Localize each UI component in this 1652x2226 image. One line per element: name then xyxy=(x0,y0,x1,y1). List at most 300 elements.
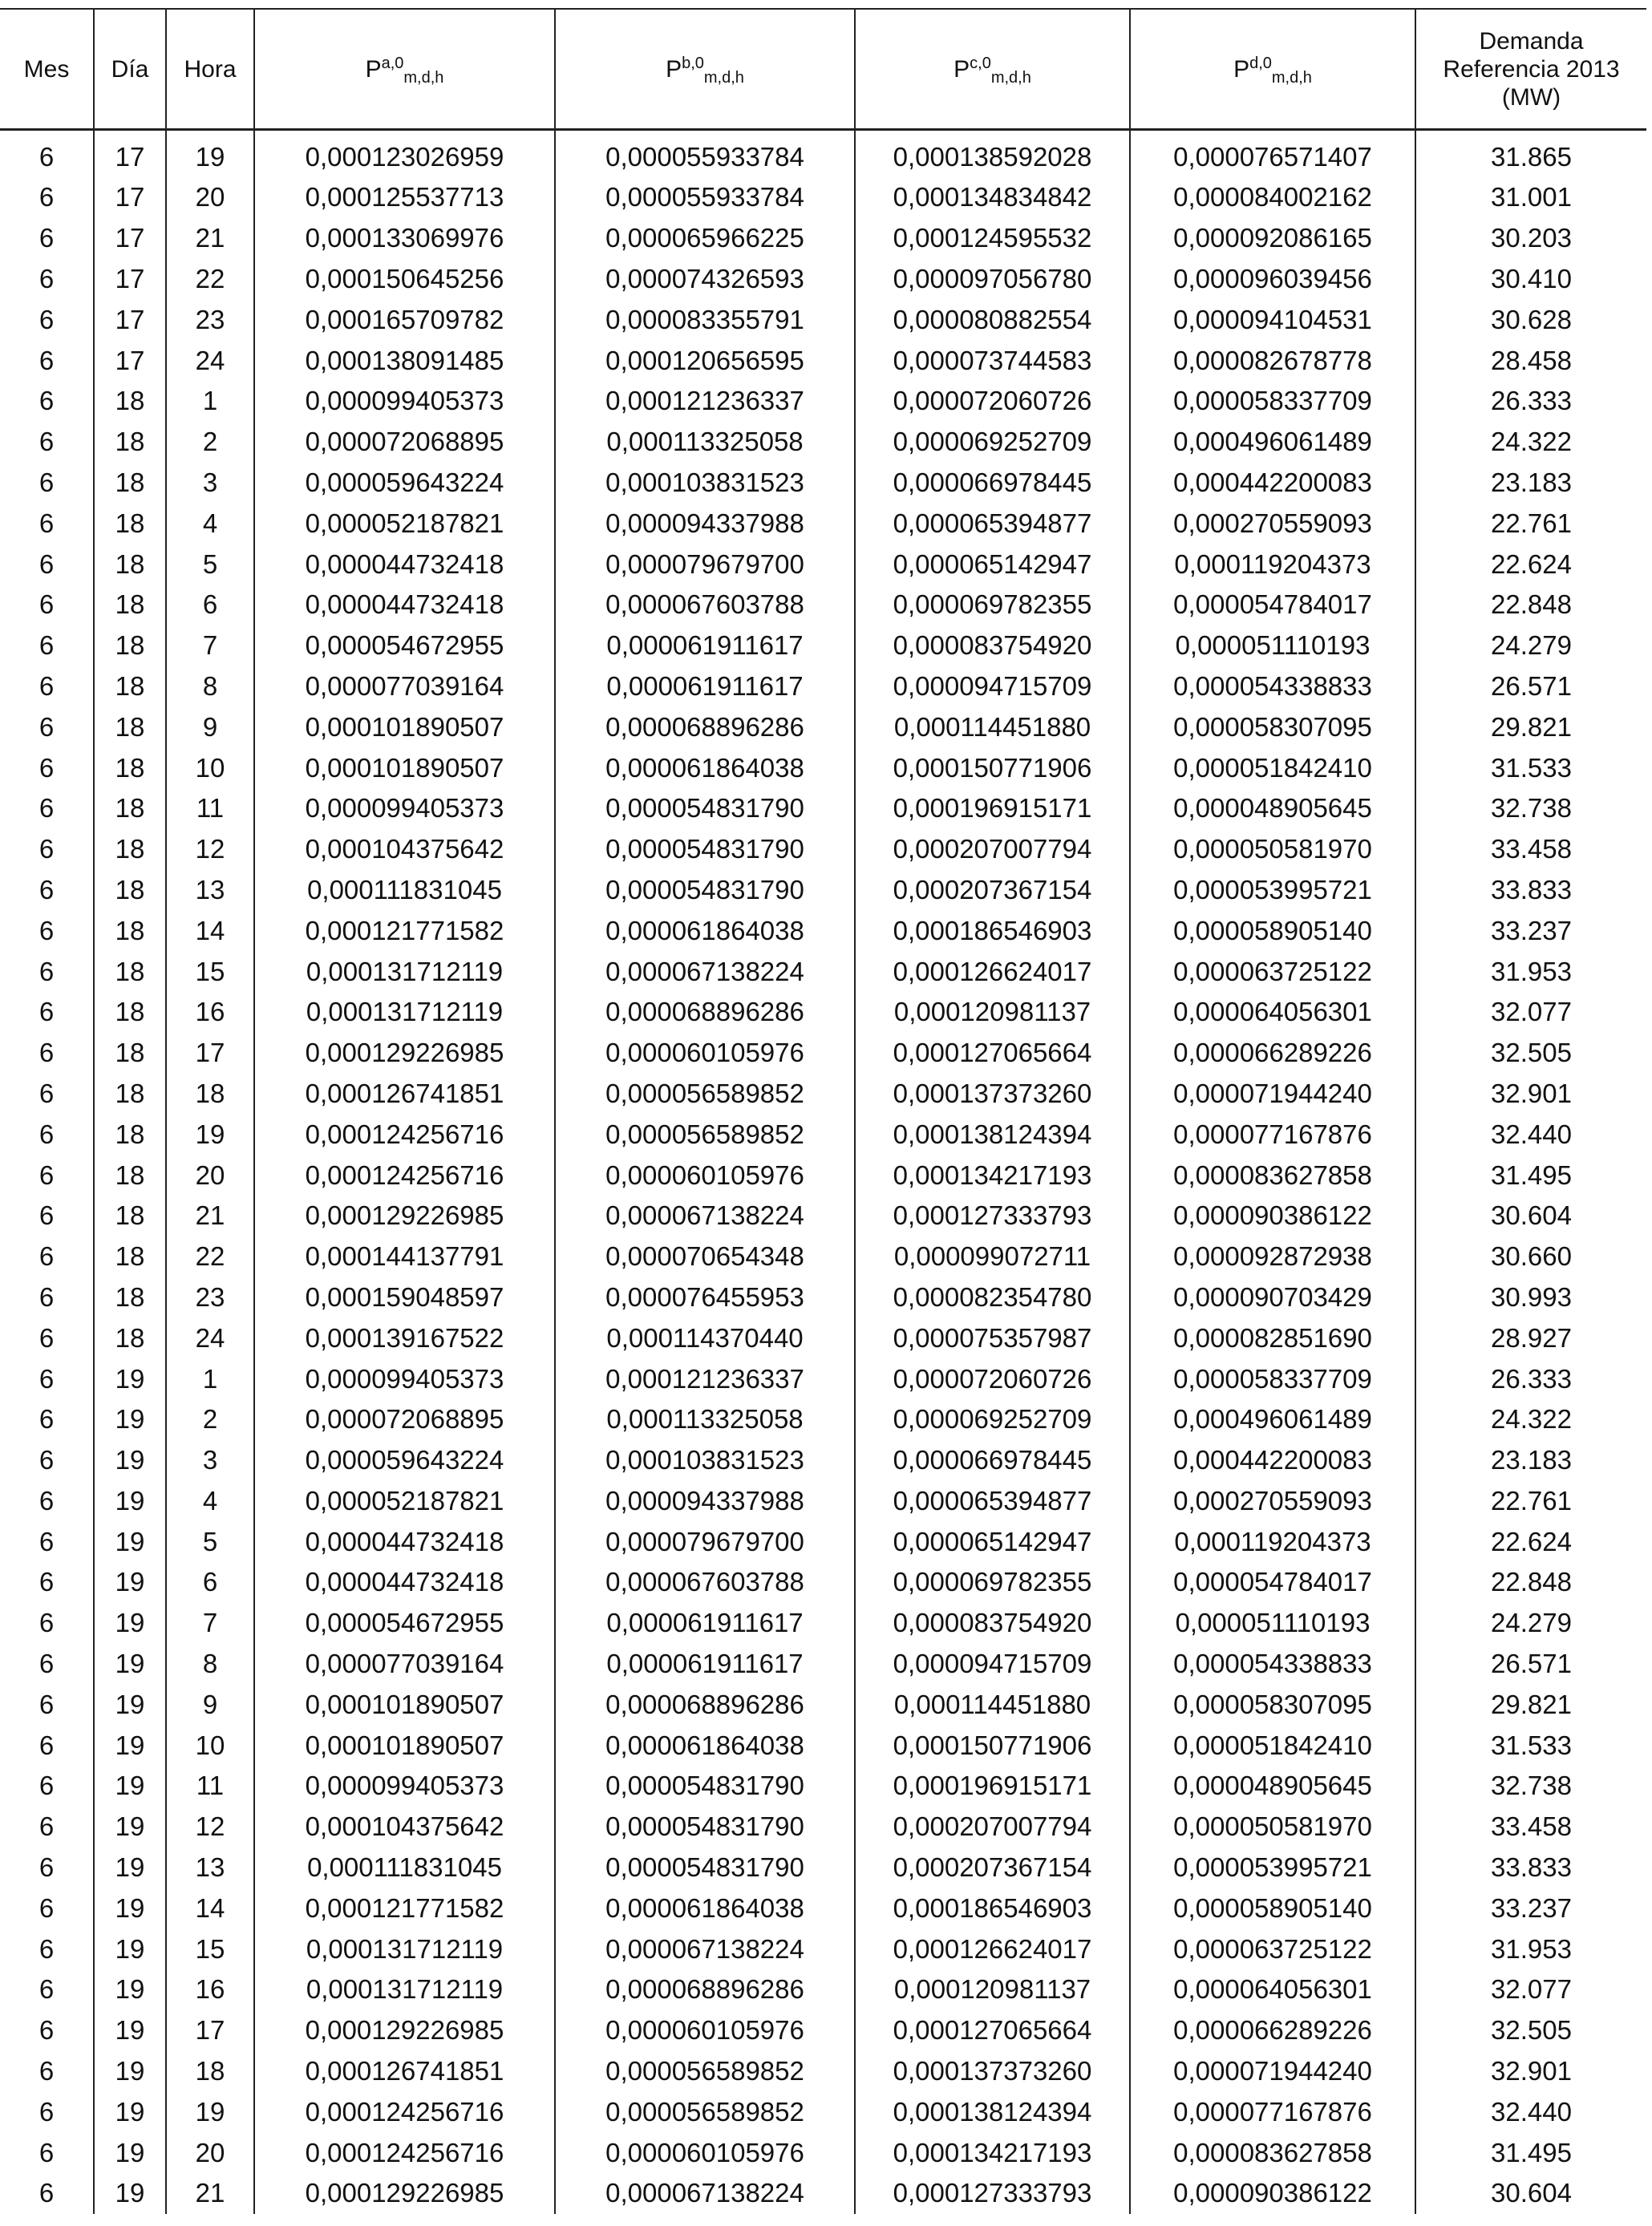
cell-p-b: 0,000061911617 xyxy=(555,625,855,666)
cell-mes: 6 xyxy=(0,177,94,218)
cell-p-b: 0,000060105976 xyxy=(555,2132,855,2173)
cell-p-d: 0,000058905140 xyxy=(1130,1888,1415,1929)
cell-hora: 21 xyxy=(166,2173,254,2214)
cell-hora: 14 xyxy=(166,910,254,951)
cell-dia: 17 xyxy=(94,299,166,340)
cell-demanda: 32.440 xyxy=(1491,1119,1572,1149)
cell-hora: 6 xyxy=(166,585,254,625)
cell-mes: 6 xyxy=(0,1196,94,1236)
cell-hora: 3 xyxy=(166,463,254,504)
header-p-b-sub: m,d,h xyxy=(703,68,744,87)
cell-dia: 19 xyxy=(94,2051,166,2092)
cell-p-a: 0,000129226985 xyxy=(254,2010,555,2051)
cell-p-b: 0,000061911617 xyxy=(555,1603,855,1644)
cell-p-a: 0,000099405373 xyxy=(254,381,555,422)
cell-p-b: 0,000120656595 xyxy=(555,340,855,381)
cell-p-c: 0,000083754920 xyxy=(855,625,1130,666)
cell-dia: 19 xyxy=(94,1929,166,1969)
cell-p-d: 0,000082678778 xyxy=(1130,340,1415,381)
cell-p-c: 0,000120981137 xyxy=(855,1969,1130,2010)
cell-p-d: 0,000063725122 xyxy=(1130,1929,1415,1969)
cell-demanda: 32.505 xyxy=(1491,1038,1572,1068)
cell-demanda: 30.628 xyxy=(1491,304,1572,334)
cell-p-b: 0,000055933784 xyxy=(555,130,855,178)
cell-p-c: 0,000069782355 xyxy=(855,585,1130,625)
cell-p-c: 0,000207367154 xyxy=(855,1848,1130,1888)
table-row xyxy=(0,2091,1646,2132)
cell-demanda: 33.833 xyxy=(1491,874,1572,905)
cell-dia: 19 xyxy=(94,1358,166,1399)
table-row xyxy=(0,870,1646,911)
cell-hora: 11 xyxy=(166,1766,254,1807)
cell-p-d: 0,000077167876 xyxy=(1130,1114,1415,1155)
cell-p-a: 0,000044732418 xyxy=(254,1521,555,1562)
cell-p-d: 0,000054338833 xyxy=(1130,666,1415,707)
cell-p-c: 0,000094715709 xyxy=(855,666,1130,707)
cell-p-c: 0,000094715709 xyxy=(855,1644,1130,1685)
cell-p-d: 0,000051842410 xyxy=(1130,1725,1415,1766)
cell-p-b: 0,000054831790 xyxy=(555,1766,855,1807)
table-row xyxy=(0,1399,1646,1440)
cell-mes: 6 xyxy=(0,2132,94,2173)
cell-demanda: 29.821 xyxy=(1491,1689,1572,1719)
cell-hora: 3 xyxy=(166,1440,254,1481)
cell-hora: 2 xyxy=(166,422,254,463)
cell-p-d: 0,000064056301 xyxy=(1130,992,1415,1033)
cell-dia: 19 xyxy=(94,1440,166,1481)
cell-p-a: 0,000133069976 xyxy=(254,218,555,259)
cell-demanda: 33.237 xyxy=(1491,915,1572,945)
cell-p-a: 0,000131712119 xyxy=(254,1969,555,2010)
cell-hora: 1 xyxy=(166,1358,254,1399)
cell-p-a: 0,000099405373 xyxy=(254,1358,555,1399)
cell-p-a: 0,000121771582 xyxy=(254,1888,555,1929)
cell-p-a: 0,000054672955 xyxy=(254,625,555,666)
cell-p-c: 0,000099072711 xyxy=(855,1236,1130,1277)
cell-p-b: 0,000067603788 xyxy=(555,585,855,625)
cell-p-c: 0,000207367154 xyxy=(855,870,1130,911)
table-row xyxy=(0,1317,1646,1358)
cell-p-c: 0,000069252709 xyxy=(855,422,1130,463)
cell-hora: 23 xyxy=(166,299,254,340)
cell-p-b: 0,000103831523 xyxy=(555,463,855,504)
table-row xyxy=(0,463,1646,504)
cell-mes: 6 xyxy=(0,503,94,544)
cell-p-c: 0,000137373260 xyxy=(855,1074,1130,1115)
cell-p-c: 0,000083754920 xyxy=(855,1603,1130,1644)
cell-demanda: 26.571 xyxy=(1491,670,1572,701)
header-p-d-sub: m,d,h xyxy=(1271,68,1312,87)
cell-mes: 6 xyxy=(0,1766,94,1807)
cell-p-c: 0,000127065664 xyxy=(855,1033,1130,1074)
cell-demanda: 22.761 xyxy=(1491,1485,1572,1516)
cell-dia: 17 xyxy=(94,177,166,218)
cell-demanda: 32.077 xyxy=(1491,1974,1572,2005)
header-p-a-sup: a,0 xyxy=(381,54,404,72)
cell-demanda: 28.458 xyxy=(1491,345,1572,375)
cell-p-c: 0,000138124394 xyxy=(855,1114,1130,1155)
cell-mes: 6 xyxy=(0,1725,94,1766)
cell-mes: 6 xyxy=(0,2051,94,2092)
cell-p-a: 0,000131712119 xyxy=(254,951,555,992)
cell-p-a: 0,000124256716 xyxy=(254,2091,555,2132)
cell-p-b: 0,000067138224 xyxy=(555,951,855,992)
cell-p-a: 0,000099405373 xyxy=(254,788,555,829)
cell-hora: 1 xyxy=(166,381,254,422)
header-p-b xyxy=(555,9,855,130)
cell-demanda: 30.604 xyxy=(1491,1200,1572,1231)
cell-mes: 6 xyxy=(0,340,94,381)
cell-p-c: 0,000134834842 xyxy=(855,177,1130,218)
table-row xyxy=(0,259,1646,300)
cell-hora: 20 xyxy=(166,1155,254,1196)
cell-p-c: 0,000196915171 xyxy=(855,788,1130,829)
cell-demanda: 32.505 xyxy=(1491,2015,1572,2046)
cell-p-b: 0,000103831523 xyxy=(555,1440,855,1481)
cell-mes: 6 xyxy=(0,1440,94,1481)
cell-p-c: 0,000196915171 xyxy=(855,1766,1130,1807)
cell-p-a: 0,000101890507 xyxy=(254,706,555,747)
cell-p-b: 0,000121236337 xyxy=(555,381,855,422)
cell-p-d: 0,000270559093 xyxy=(1130,503,1415,544)
header-demanda-line-3: (MW) xyxy=(1501,83,1561,111)
table-row xyxy=(0,2132,1646,2173)
table-row xyxy=(0,130,1646,178)
cell-demanda: 30.203 xyxy=(1491,223,1572,253)
cell-p-a: 0,000044732418 xyxy=(254,585,555,625)
cell-p-d: 0,000053995721 xyxy=(1130,1848,1415,1888)
cell-p-c: 0,000075357987 xyxy=(855,1317,1130,1358)
cell-p-d: 0,000058337709 xyxy=(1130,1358,1415,1399)
cell-demanda: 24.279 xyxy=(1491,1608,1572,1638)
cell-p-d: 0,000058905140 xyxy=(1130,910,1415,951)
cell-mes: 6 xyxy=(0,992,94,1033)
cell-p-a: 0,000129226985 xyxy=(254,2173,555,2214)
cell-p-a: 0,000126741851 xyxy=(254,1074,555,1115)
cell-dia: 19 xyxy=(94,1807,166,1848)
cell-p-b: 0,000094337988 xyxy=(555,503,855,544)
cell-dia: 19 xyxy=(94,1562,166,1603)
cell-p-a: 0,000124256716 xyxy=(254,2132,555,2173)
cell-demanda: 30.660 xyxy=(1491,1241,1572,1272)
table-row xyxy=(0,1074,1646,1115)
cell-p-a: 0,000099405373 xyxy=(254,1766,555,1807)
cell-p-c: 0,000150771906 xyxy=(855,1725,1130,1766)
header-demanda-line-2: Referencia 2013 xyxy=(1443,55,1620,83)
cell-hora: 15 xyxy=(166,951,254,992)
cell-mes: 6 xyxy=(0,951,94,992)
cell-p-a: 0,000121771582 xyxy=(254,910,555,951)
cell-hora: 16 xyxy=(166,1969,254,2010)
cell-p-a: 0,000138091485 xyxy=(254,340,555,381)
cell-p-b: 0,000061911617 xyxy=(555,666,855,707)
cell-hora: 2 xyxy=(166,1399,254,1440)
header-row xyxy=(0,9,1646,130)
cell-dia: 18 xyxy=(94,381,166,422)
cell-p-c: 0,000066978445 xyxy=(855,1440,1130,1481)
cell-p-c: 0,000065394877 xyxy=(855,1481,1130,1522)
cell-dia: 18 xyxy=(94,463,166,504)
cell-p-a: 0,000165709782 xyxy=(254,299,555,340)
cell-hora: 5 xyxy=(166,1521,254,1562)
cell-dia: 18 xyxy=(94,1317,166,1358)
cell-dia: 19 xyxy=(94,2091,166,2132)
table-row xyxy=(0,666,1646,707)
cell-hora: 9 xyxy=(166,706,254,747)
cell-p-b: 0,000067138224 xyxy=(555,1929,855,1969)
cell-demanda: 26.571 xyxy=(1491,1649,1572,1679)
cell-p-c: 0,000127065664 xyxy=(855,2010,1130,2051)
cell-demanda: 29.821 xyxy=(1491,711,1572,742)
cell-p-d: 0,000054784017 xyxy=(1130,1562,1415,1603)
cell-mes: 6 xyxy=(0,2091,94,2132)
cell-hora: 19 xyxy=(166,130,254,178)
cell-mes: 6 xyxy=(0,829,94,870)
table-row xyxy=(0,1766,1646,1807)
header-hora: Hora xyxy=(166,9,254,130)
cell-p-b: 0,000060105976 xyxy=(555,1033,855,1074)
table-row xyxy=(0,1969,1646,2010)
cell-p-b: 0,000061864038 xyxy=(555,910,855,951)
cell-mes: 6 xyxy=(0,1033,94,1074)
table-row xyxy=(0,1277,1646,1318)
cell-p-c: 0,000127333793 xyxy=(855,1196,1130,1236)
table-row xyxy=(0,1929,1646,1969)
table-row xyxy=(0,1440,1646,1481)
cell-p-d: 0,000096039456 xyxy=(1130,259,1415,300)
cell-p-c: 0,000082354780 xyxy=(855,1277,1130,1318)
header-demanda xyxy=(1415,9,1646,130)
table-row xyxy=(0,625,1646,666)
cell-hora: 8 xyxy=(166,666,254,707)
cell-hora: 12 xyxy=(166,829,254,870)
cell-hora: 13 xyxy=(166,1848,254,1888)
cell-p-c: 0,000126624017 xyxy=(855,1929,1130,1969)
cell-p-b: 0,000067138224 xyxy=(555,2173,855,2214)
cell-p-a: 0,000125537713 xyxy=(254,177,555,218)
cell-hora: 15 xyxy=(166,1929,254,1969)
cell-demanda: 33.458 xyxy=(1491,834,1572,864)
cell-p-c: 0,000134217193 xyxy=(855,2132,1130,2173)
cell-mes: 6 xyxy=(0,706,94,747)
table-row xyxy=(0,1725,1646,1766)
cell-dia: 19 xyxy=(94,1684,166,1725)
header-p-b-sup: b,0 xyxy=(682,54,704,72)
cell-demanda: 22.848 xyxy=(1491,1567,1572,1597)
cell-p-b: 0,000067603788 xyxy=(555,1562,855,1603)
cell-p-c: 0,000065394877 xyxy=(855,503,1130,544)
cell-dia: 17 xyxy=(94,218,166,259)
cell-p-d: 0,000048905645 xyxy=(1130,1766,1415,1807)
cell-hora: 14 xyxy=(166,1888,254,1929)
cell-p-c: 0,000114451880 xyxy=(855,1684,1130,1725)
cell-mes: 6 xyxy=(0,1155,94,1196)
cell-p-d: 0,000090703429 xyxy=(1130,1277,1415,1318)
cell-p-c: 0,000073744583 xyxy=(855,340,1130,381)
cell-dia: 19 xyxy=(94,1399,166,1440)
cell-p-a: 0,000159048597 xyxy=(254,1277,555,1318)
cell-p-a: 0,000052187821 xyxy=(254,1481,555,1522)
cell-p-c: 0,000065142947 xyxy=(855,1521,1130,1562)
cell-hora: 19 xyxy=(166,2091,254,2132)
cell-p-b: 0,000070654348 xyxy=(555,1236,855,1277)
cell-p-b: 0,000055933784 xyxy=(555,177,855,218)
cell-p-a: 0,000044732418 xyxy=(254,544,555,585)
cell-p-b: 0,000056589852 xyxy=(555,2051,855,2092)
cell-mes: 6 xyxy=(0,1074,94,1115)
cell-hora: 22 xyxy=(166,1236,254,1277)
cell-p-b: 0,000083355791 xyxy=(555,299,855,340)
cell-dia: 17 xyxy=(94,259,166,300)
cell-dia: 18 xyxy=(94,666,166,707)
cell-p-a: 0,000104375642 xyxy=(254,1807,555,1848)
table-row xyxy=(0,544,1646,585)
cell-mes: 6 xyxy=(0,1603,94,1644)
cell-demanda: 32.901 xyxy=(1491,2056,1572,2086)
cell-p-d: 0,000063725122 xyxy=(1130,951,1415,992)
cell-hora: 7 xyxy=(166,625,254,666)
cell-p-b: 0,000114370440 xyxy=(555,1317,855,1358)
cell-mes: 6 xyxy=(0,1848,94,1888)
cell-dia: 18 xyxy=(94,1074,166,1115)
cell-p-a: 0,000052187821 xyxy=(254,503,555,544)
cell-dia: 18 xyxy=(94,544,166,585)
cell-hora: 10 xyxy=(166,1725,254,1766)
cell-p-c: 0,000114451880 xyxy=(855,706,1130,747)
cell-mes: 6 xyxy=(0,2173,94,2214)
cell-mes: 6 xyxy=(0,666,94,707)
cell-mes: 6 xyxy=(0,1807,94,1848)
header-p-c-base: P xyxy=(954,55,970,83)
cell-demanda: 28.927 xyxy=(1491,1322,1572,1353)
header-p-a xyxy=(254,9,555,130)
cell-p-c: 0,000138124394 xyxy=(855,2091,1130,2132)
table-row xyxy=(0,1033,1646,1074)
cell-p-b: 0,000054831790 xyxy=(555,1807,855,1848)
cell-demanda: 23.183 xyxy=(1491,467,1572,497)
cell-p-a: 0,000124256716 xyxy=(254,1155,555,1196)
cell-p-a: 0,000101890507 xyxy=(254,1725,555,1766)
cell-demanda: 22.848 xyxy=(1491,589,1572,620)
cell-p-d: 0,000077167876 xyxy=(1130,2091,1415,2132)
cell-dia: 18 xyxy=(94,747,166,788)
table-row xyxy=(0,1848,1646,1888)
cell-hora: 13 xyxy=(166,870,254,911)
table-row xyxy=(0,1888,1646,1929)
cell-dia: 17 xyxy=(94,340,166,381)
cell-p-d: 0,000071944240 xyxy=(1130,1074,1415,1115)
cell-demanda: 30.410 xyxy=(1491,263,1572,293)
cell-p-d: 0,000090386122 xyxy=(1130,1196,1415,1236)
cell-demanda: 30.993 xyxy=(1491,1281,1572,1312)
cell-dia: 18 xyxy=(94,951,166,992)
table-row xyxy=(0,1358,1646,1399)
cell-demanda: 31.953 xyxy=(1491,1933,1572,1964)
cell-hora: 24 xyxy=(166,340,254,381)
cell-p-b: 0,000061864038 xyxy=(555,1888,855,1929)
cell-p-a: 0,000144137791 xyxy=(254,1236,555,1277)
cell-p-a: 0,000131712119 xyxy=(254,992,555,1033)
cell-hora: 16 xyxy=(166,992,254,1033)
header-p-a-sub: m,d,h xyxy=(403,68,444,87)
cell-p-a: 0,000111831045 xyxy=(254,870,555,911)
cell-p-a: 0,000072068895 xyxy=(254,422,555,463)
cell-p-d: 0,000092086165 xyxy=(1130,218,1415,259)
cell-demanda: 30.604 xyxy=(1491,2178,1572,2208)
cell-mes: 6 xyxy=(0,1562,94,1603)
cell-demanda: 24.322 xyxy=(1491,1404,1572,1435)
cell-p-b: 0,000079679700 xyxy=(555,544,855,585)
cell-hora: 11 xyxy=(166,788,254,829)
table-row xyxy=(0,1603,1646,1644)
cell-dia: 18 xyxy=(94,910,166,951)
cell-p-b: 0,000061911617 xyxy=(555,1644,855,1685)
cell-demanda: 33.833 xyxy=(1491,1852,1572,1883)
cell-p-a: 0,000077039164 xyxy=(254,1644,555,1685)
cell-hora: 20 xyxy=(166,2132,254,2173)
cell-p-d: 0,000090386122 xyxy=(1130,2173,1415,2214)
cell-p-b: 0,000076455953 xyxy=(555,1277,855,1318)
cell-p-d: 0,000119204373 xyxy=(1130,544,1415,585)
cell-dia: 19 xyxy=(94,1481,166,1522)
cell-p-b: 0,000056589852 xyxy=(555,2091,855,2132)
cell-p-b: 0,000068896286 xyxy=(555,706,855,747)
cell-dia: 18 xyxy=(94,1277,166,1318)
table-row xyxy=(0,1114,1646,1155)
cell-p-c: 0,000186546903 xyxy=(855,1888,1130,1929)
cell-mes: 6 xyxy=(0,1481,94,1522)
cell-demanda: 33.237 xyxy=(1491,1892,1572,1923)
cell-dia: 19 xyxy=(94,1888,166,1929)
header-p-d xyxy=(1130,9,1415,130)
cell-dia: 18 xyxy=(94,992,166,1033)
table-row xyxy=(0,1644,1646,1685)
table-row xyxy=(0,2051,1646,2092)
cell-p-d: 0,000058307095 xyxy=(1130,1684,1415,1725)
cell-dia: 19 xyxy=(94,1969,166,2010)
cell-p-b: 0,000079679700 xyxy=(555,1521,855,1562)
cell-demanda: 31.495 xyxy=(1491,2137,1572,2167)
cell-p-b: 0,000054831790 xyxy=(555,788,855,829)
cell-mes: 6 xyxy=(0,1521,94,1562)
cell-p-c: 0,000066978445 xyxy=(855,463,1130,504)
cell-demanda: 31.001 xyxy=(1491,182,1572,212)
cell-demanda: 22.624 xyxy=(1491,548,1572,579)
cell-mes: 6 xyxy=(0,788,94,829)
cell-hora: 7 xyxy=(166,1603,254,1644)
header-p-d-base: P xyxy=(1233,55,1250,83)
cell-mes: 6 xyxy=(0,1317,94,1358)
cell-p-d: 0,000051842410 xyxy=(1130,747,1415,788)
cell-mes: 6 xyxy=(0,1888,94,1929)
cell-mes: 6 xyxy=(0,2010,94,2051)
cell-p-a: 0,000150645256 xyxy=(254,259,555,300)
cell-p-c: 0,000120981137 xyxy=(855,992,1130,1033)
cell-hora: 24 xyxy=(166,1317,254,1358)
cell-dia: 18 xyxy=(94,829,166,870)
cell-dia: 18 xyxy=(94,1033,166,1074)
cell-p-a: 0,000131712119 xyxy=(254,1929,555,1969)
cell-demanda: 31.953 xyxy=(1491,956,1572,986)
cell-p-a: 0,000126741851 xyxy=(254,2051,555,2092)
cell-mes: 6 xyxy=(0,1684,94,1725)
cell-mes: 6 xyxy=(0,1929,94,1969)
cell-p-b: 0,000065966225 xyxy=(555,218,855,259)
cell-hora: 5 xyxy=(166,544,254,585)
cell-hora: 8 xyxy=(166,1644,254,1685)
cell-hora: 21 xyxy=(166,218,254,259)
table-row xyxy=(0,1481,1646,1522)
